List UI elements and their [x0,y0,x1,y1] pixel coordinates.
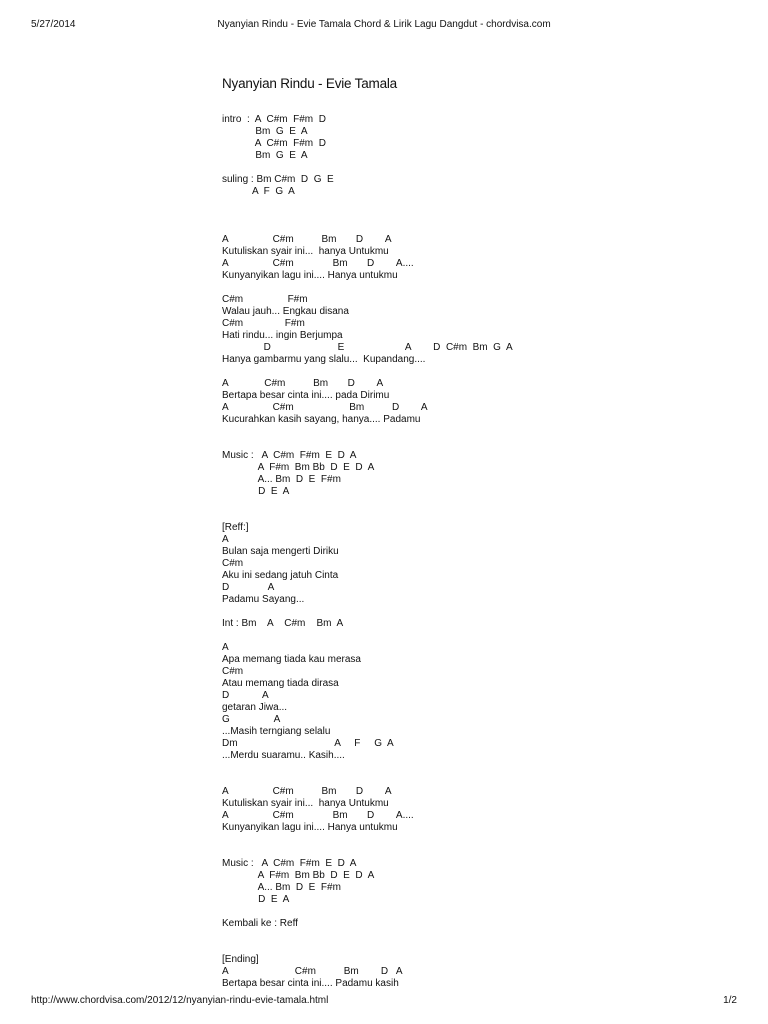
song-line: D A [222,582,275,593]
song-line: A F#m Bm Bb D E D A [222,462,375,473]
song-line: intro : A C#m F#m D [222,114,326,125]
song-line: Atau memang tiada dirasa [222,678,339,689]
song-line: A F G A [222,186,295,197]
song-title: Nyanyian Rindu - Evie Tamala [222,76,397,91]
song-line: C#m F#m [222,318,305,329]
song-line [222,162,542,174]
document-title: Nyanyian Rindu - Evie Tamala Chord & Lirik Lagu Dangdut - chordvisa.com [217,19,551,30]
song-line: Bm G E A [222,126,308,137]
song-line [222,930,542,942]
song-line: Bulan saja mengerti Diriku [222,546,339,557]
song-line [222,774,542,786]
song-line [222,498,542,510]
song-line [222,366,542,378]
song-line [222,942,542,954]
song-line [222,606,542,618]
song-line: [Ending] [222,954,259,965]
song-line [222,426,542,438]
song-line: C#m [222,666,244,677]
song-line: A [222,534,229,545]
song-line [222,834,542,846]
print-footer [31,994,737,1008]
song-line [222,846,542,858]
song-line: Dm A F G A [222,738,394,749]
song-line: Music : A C#m F#m E D A [222,858,357,869]
song-line: getaran Jiwa... [222,702,288,713]
song-line: Kunyanyikan lagu ini.... Hanya untukmu [222,822,398,833]
song-line: Kucurahkan kasih sayang, hanya.... Padamu [222,414,421,425]
song-line [222,222,542,234]
song-line: A C#m Bm D A [222,234,392,245]
song-line: Apa memang tiada kau merasa [222,654,361,665]
song-line: A... Bm D E F#m [222,474,341,485]
song-line: Bertapa besar cinta ini.... pada Dirimu [222,390,390,401]
song-line: D E A [222,486,290,497]
song-line: ...Merdu suaramu.. Kasih.... [222,750,345,761]
song-line: D A [222,690,269,701]
song-line [222,282,542,294]
song-line: A C#m F#m D [222,138,326,149]
song-line: A C#m Bm D A.... [222,810,414,821]
song-line: A C#m Bm D A [222,378,384,389]
song-line: Music : A C#m F#m E D A [222,450,357,461]
song-line: A [222,642,229,653]
song-line [222,906,542,918]
page-url[interactable]: http://www.chordvisa.com/2012/12/nyanyian-rindu-evie-tamala.html [31,995,329,1006]
song-line: Padamu Sayang... [222,594,305,605]
print-header [31,18,737,32]
song-line: Hati rindu... ingin Berjumpa [222,330,343,341]
song-line: Kutuliskan syair ini... hanya Untukmu [222,798,389,809]
song-line: A F#m Bm Bb D E D A [222,870,375,881]
print-date: 5/27/2014 [31,19,76,30]
song-line: Int : Bm A C#m Bm A [222,618,344,629]
song-line: D E A [222,894,290,905]
song-line [222,762,542,774]
song-line: suling : Bm C#m D G E [222,174,334,185]
song-line: A C#m Bm D A.... [222,258,414,269]
song-line [222,438,542,450]
song-line: D E A D C#m Bm G A [222,342,513,353]
song-line [222,198,542,210]
song-line [222,510,542,522]
song-line: C#m [222,558,244,569]
page-number: 1/2 [723,995,737,1006]
song-line: Hanya gambarmu yang slalu... Kupandang.... [222,354,426,365]
song-line: Walau jauh... Engkau disana [222,306,349,317]
song-line: Aku ini sedang jatuh Cinta [222,570,339,581]
song-line: ...Masih terngiang selalu [222,726,331,737]
song-line: C#m F#m [222,294,308,305]
song-line: Kutuliskan syair ini... hanya Untukmu [222,246,389,257]
song-line: Bertapa besar cinta ini.... Padamu kasih [222,978,399,989]
song-line: A C#m Bm D A [222,402,428,413]
song-line: Kunyanyikan lagu ini.... Hanya untukmu [222,270,398,281]
song-line: Bm G E A [222,150,308,161]
song-line: A... Bm D E F#m [222,882,341,893]
song-line: G A [222,714,281,725]
song-line: Kembali ke : Reff [222,918,298,929]
song-line: [Reff:] [222,522,249,533]
song-body [222,114,542,990]
song-line: A C#m Bm D A [222,786,392,797]
song-line [222,210,542,222]
song-line [222,630,542,642]
song-line: A C#m Bm D A [222,966,403,977]
